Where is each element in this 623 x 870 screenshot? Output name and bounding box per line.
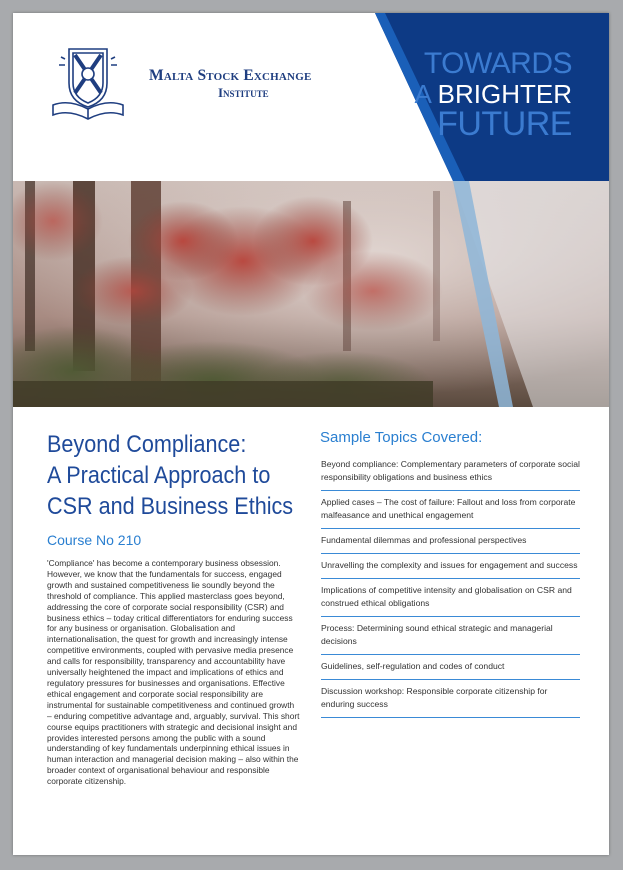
topic-item: Process: Determining sound ethical strategic and managerial decisions — [321, 621, 580, 655]
tagline — [414, 47, 573, 143]
course-description: 'Compliance' has become a contemporary business obsession. However, we know that the fundamentals for success, engaged growth and sustained competitiveness lie soundly beyond the threshold of compliance. This applied masterclass goes beyond, addressing the core of corporate social responsibility (CSR) and business ethics – today critical differentiators for enduring success for any business or organisation. Globalisation and internationalisation, the quest for growth and increasingly intense competitive environments, coupled with pervasive media presence and calls for responsibility, transparency and accountability have universally heightened the impact and implications of ethics and regulatory pressures for businesses and organisations. Effective ethical engagement and corporate social responsibility are instrumental for sustainable competitiveness and continued growth – enduring competitive advantage and, arguably, survival. This short course equips practitioners with strategic and decisional insight and provides interested persons among the public with a sound understanding of key fundamentals underpinning ethical issues in human interaction and managerial decision making – also within the broader context of organisational behaviour and responsible corporate citizenship. — [47, 558, 300, 787]
topics-list — [321, 457, 580, 722]
course-number: Course No 210 — [47, 532, 142, 548]
topic-item: Implications of competitive intensity and globalisation on CSR and construed ethical obligations — [321, 583, 580, 617]
topic-item: Discussion workshop: Responsible corporate citizenship for enduring success — [321, 684, 580, 718]
tagline-line1: TOWARDS — [423, 47, 572, 80]
topic-item: Unravelling the complexity and issues for engagement and success — [321, 558, 580, 579]
title-line1: Beyond Compliance: — [47, 431, 247, 458]
topic-item: Beyond compliance: Complementary parameters of corporate social responsibility obligations and business ethics — [321, 457, 580, 491]
page-title — [47, 429, 299, 522]
brand-sub: Institute — [218, 85, 269, 100]
tagline-line2-b: BRIGHTER — [437, 79, 572, 109]
topic-item: Guidelines, self-regulation and codes of conduct — [321, 659, 580, 680]
topic-item: Fundamental dilemmas and professional perspectives — [321, 533, 580, 554]
crest-logo-icon — [47, 43, 129, 125]
tagline-line2-a: A — [414, 79, 431, 109]
brand-name: Malta Stock Exchange — [149, 67, 312, 84]
brochure-page — [13, 13, 609, 855]
title-line3: CSR and Business Ethics — [47, 493, 294, 520]
title-line2: A Practical Approach to — [47, 462, 271, 489]
topic-item: Applied cases – The cost of failure: Fallout and loss from corporate malfeasance and unethical engagement — [321, 495, 580, 529]
topics-heading: Sample Topics Covered: — [320, 429, 483, 446]
tagline-line3: FUTURE — [437, 105, 572, 143]
